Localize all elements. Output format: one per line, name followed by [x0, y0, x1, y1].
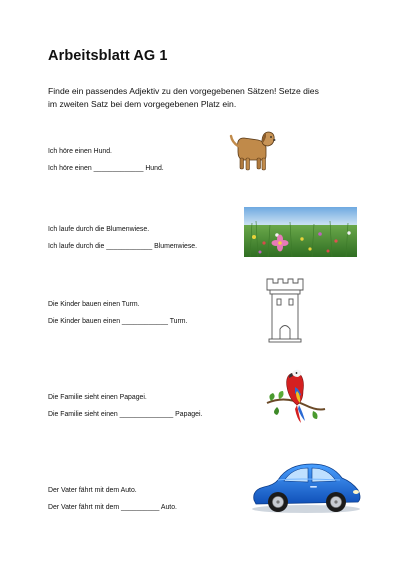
exercise-gap-sentence: Ich laufe durch die ____________ Blumenwiese.	[48, 243, 198, 250]
exercise-sentence: Die Kinder bauen einen Turm.	[48, 301, 140, 308]
parrot-icon	[265, 365, 327, 425]
exercise-gap-sentence: Die Kinder bauen einen ____________ Turm.	[48, 318, 188, 325]
exercise-tower	[48, 296, 248, 330]
car-icon	[248, 456, 364, 516]
exercise-sentence: Der Vater fährt mit dem Auto.	[48, 487, 137, 494]
exercise-parrot	[48, 389, 248, 423]
exercise-sentence: Ich laufe durch die Blumenwiese.	[48, 226, 150, 233]
exercise-sentence: Die Familie sieht einen Papagei.	[48, 394, 147, 401]
exercise-sentence: Ich höre einen Hund.	[48, 148, 112, 155]
instruction-line: im zweiten Satz bei dem vorgegebenen Platz ein.	[48, 99, 237, 109]
instruction-line: Finde ein passendes Adjektiv zu den vorgegebenen Sätzen! Setze dies	[48, 86, 319, 96]
dog-icon	[228, 128, 276, 172]
exercise-meadow	[48, 221, 248, 255]
exercise-gap-sentence: Die Familie sieht einen ______________ Papagei.	[48, 411, 203, 418]
page-title: Arbeitsblatt AG 1	[48, 48, 168, 64]
exercise-gap-sentence: Der Vater fährt mit dem __________ Auto.	[48, 504, 177, 511]
tower-icon	[261, 277, 309, 343]
exercise-dog	[48, 143, 248, 177]
instructions	[48, 85, 358, 111]
exercise-car	[48, 482, 248, 516]
flower-meadow-icon	[244, 207, 357, 257]
exercise-gap-sentence: Ich höre einen _____________ Hund.	[48, 165, 164, 172]
